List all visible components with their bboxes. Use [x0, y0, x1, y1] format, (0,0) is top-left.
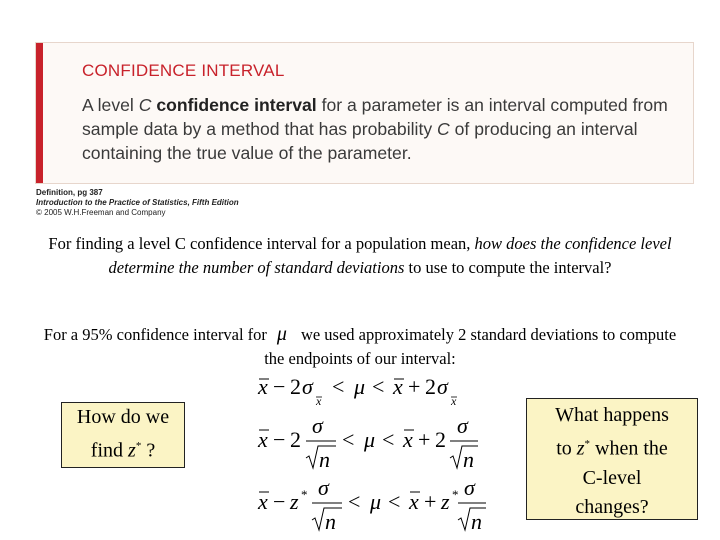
- formula-2: [250, 412, 480, 474]
- svg-text:n: n: [471, 509, 482, 534]
- svg-text:−: −: [273, 374, 286, 399]
- svg-text:x: x: [258, 427, 268, 452]
- how-find-z-box: How do we find z* ?: [61, 402, 185, 468]
- svg-text:2: 2: [290, 427, 301, 452]
- definition-box: [35, 42, 694, 184]
- svg-text:σ: σ: [318, 475, 329, 500]
- svg-text:x: x: [451, 394, 457, 408]
- svg-text:<: <: [372, 374, 385, 399]
- svg-text:μ: μ: [364, 427, 376, 452]
- svg-text:2: 2: [425, 374, 436, 399]
- svg-text:−: −: [273, 427, 286, 452]
- definition-text: A level C confidence interval for a parameter is an interval computed from sample data by a method that has probability C of producing an interval containing the true value of the parameter.: [82, 95, 668, 163]
- svg-text:*: *: [452, 487, 459, 502]
- svg-text:z: z: [290, 489, 299, 514]
- svg-text:*: *: [301, 487, 308, 502]
- svg-text:μ: μ: [354, 374, 366, 399]
- svg-text:<: <: [388, 489, 401, 514]
- svg-text:z: z: [441, 489, 450, 514]
- svg-text:<: <: [348, 489, 361, 514]
- svg-text:n: n: [319, 447, 330, 472]
- caption-line-1: Definition, pg 387: [36, 188, 103, 197]
- svg-text:σ: σ: [437, 374, 448, 399]
- svg-text:<: <: [342, 427, 355, 452]
- svg-text:σ: σ: [464, 475, 475, 500]
- svg-text:+: +: [408, 374, 421, 399]
- svg-text:x: x: [316, 394, 322, 408]
- formula-1: [250, 372, 470, 412]
- svg-text:n: n: [463, 447, 474, 472]
- accent-bar: [36, 43, 43, 183]
- svg-text:<: <: [332, 374, 345, 399]
- svg-text:x: x: [258, 374, 268, 399]
- svg-text:μ: μ: [370, 489, 382, 514]
- formula-3: [250, 474, 490, 536]
- svg-text:<: <: [382, 427, 395, 452]
- svg-text:−: −: [273, 489, 286, 514]
- svg-text:2: 2: [435, 427, 446, 452]
- svg-text:x: x: [393, 374, 403, 399]
- svg-text:x: x: [258, 489, 268, 514]
- mu-symbol: μ: [276, 323, 287, 345]
- definition-title: CONFIDENCE INTERVAL: [82, 61, 285, 80]
- svg-text:σ: σ: [302, 374, 313, 399]
- svg-text:n: n: [325, 509, 336, 534]
- svg-text:2: 2: [290, 374, 301, 399]
- caption-line-2: Introduction to the Practice of Statistics, Fifth Edition: [36, 198, 239, 207]
- svg-text:+: +: [424, 489, 437, 514]
- svg-text:x: x: [403, 427, 413, 452]
- svg-text:σ: σ: [457, 413, 468, 438]
- source-caption: [36, 188, 239, 218]
- svg-text:x: x: [409, 489, 419, 514]
- svg-text:+: +: [418, 427, 431, 452]
- caption-line-3: © 2005 W.H.Freeman and Company: [36, 208, 166, 217]
- svg-text:σ: σ: [312, 413, 323, 438]
- question-paragraph: For finding a level C confidence interval for a population mean, how does the confidence level determine the number of standard deviations to use to compute the interval?: [48, 234, 672, 277]
- what-happens-box: What happens to z* when the C-level changes?: [526, 398, 698, 520]
- example-paragraph: For a 95% confidence interval for μ we used approximately 2 standard deviations to compute the endpoints of our interval:: [43, 323, 677, 368]
